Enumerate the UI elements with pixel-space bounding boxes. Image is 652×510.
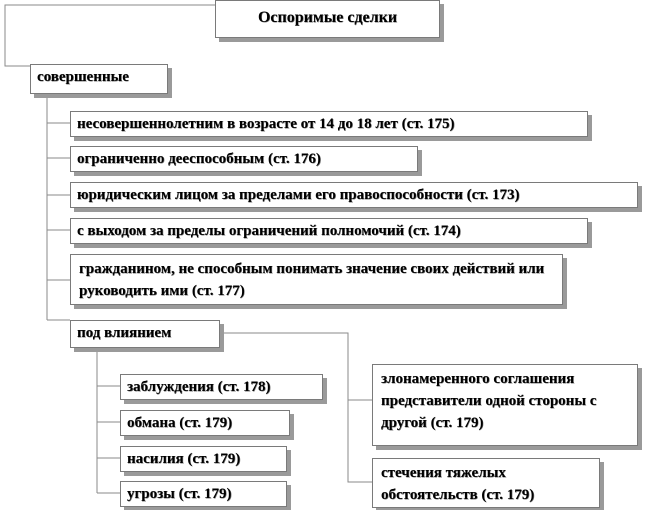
diagram-title: Оспоримые сделки <box>215 0 440 38</box>
item-limited-capacity: ограниченно дееспособным (ст. 176) <box>70 146 418 172</box>
item-minor: несовершеннолетним в возрасте от 14 до 18 лет (ст. 175) <box>70 111 588 137</box>
item-legal-entity: юридическим лицом за пределами его правоспособности (ст. 173) <box>70 182 638 208</box>
influence-violence: насилия (ст. 179) <box>120 446 287 472</box>
influence-threat: угрозы (ст. 179) <box>120 481 287 507</box>
item-incapable-citizen: гражданином, не способным понимать значение своих действий или руководить ими (ст. 177) <box>70 254 563 305</box>
influence-node: под влиянием <box>70 320 220 348</box>
influence-fraud: обмана (ст. 179) <box>120 410 290 436</box>
connector-title-branch <box>5 5 215 66</box>
influence-malicious-agreement: злонамеренного соглашения представители одной стороны с другой (ст. 179) <box>372 364 638 446</box>
influence-error: заблуждения (ст. 178) <box>120 374 323 400</box>
branch-committed: совершенные <box>30 64 168 94</box>
influence-hardship: стечения тяжелых обстоятельств (ст. 179) <box>372 458 600 508</box>
item-authority-limits: с выходом за пределы ограничений полномочий (ст. 174) <box>70 218 588 244</box>
